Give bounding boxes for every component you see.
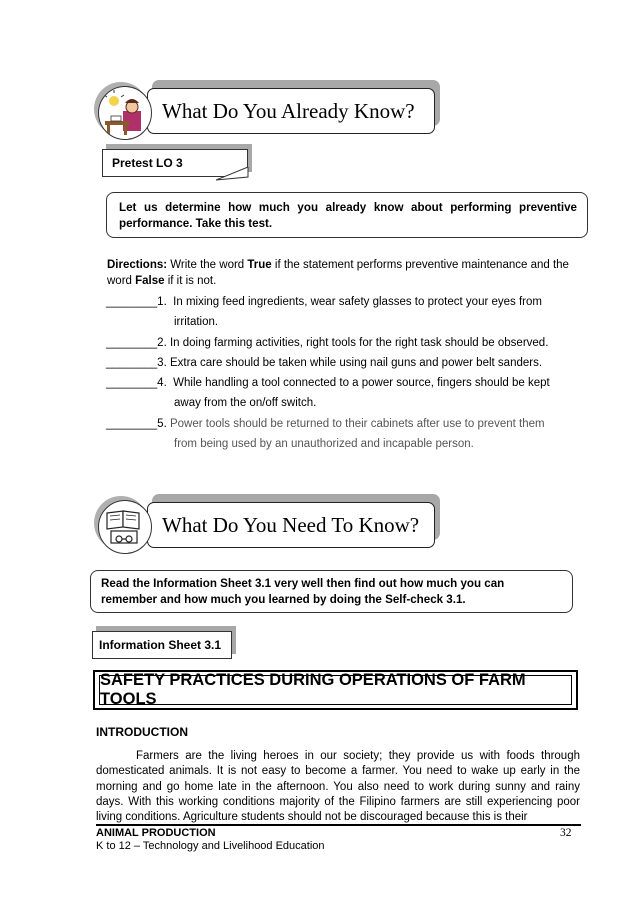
answer-blank[interactable]: ________ [106, 337, 158, 349]
question-text-cont: away from the on/off switch. [174, 397, 317, 409]
pretest-callout-text: Let us determine how much you already know about performing preventive performance. Take this test. [119, 201, 577, 230]
directions-text: if it is not. [164, 274, 217, 287]
footer-rule [96, 824, 581, 826]
section-title-text: What Do You Need To Know? [162, 512, 420, 537]
directions-text: Write the word [167, 259, 248, 271]
word-true: True [247, 259, 272, 271]
question-2 [106, 333, 548, 353]
folded-corner-icon [216, 167, 250, 181]
answer-blank[interactable]: ________ [106, 418, 158, 430]
question-4 [106, 373, 550, 413]
question-number: 4. [157, 377, 167, 389]
pretest-callout [106, 192, 588, 238]
section-title [147, 502, 435, 548]
question-number: 3. [157, 357, 167, 369]
question-number: 5. [157, 418, 167, 430]
question-text: In doing farming activities, right tools for the right task should be observed. [169, 337, 549, 349]
question-number: 1. [157, 296, 167, 308]
answer-blank[interactable]: ________ [106, 377, 158, 389]
question-number: 2. [157, 337, 167, 349]
information-callout [90, 570, 573, 613]
question-text: While handling a tool connected to a power source, fingers should be kept [173, 377, 550, 389]
footer-title: ANIMAL PRODUCTION [96, 827, 216, 839]
information-callout-text: Read the Information Sheet 3.1 very well then find out how much you can remember and how much you learned by doing the Self-check 3.1. [101, 577, 505, 606]
directions-label: Directions: [107, 259, 168, 271]
headline [99, 671, 572, 708]
page-number: 32 [560, 827, 572, 839]
pretest-tag-label: Pretest LO 3 [112, 156, 183, 170]
answer-blank[interactable]: ________ [106, 296, 158, 308]
word-false: False [135, 274, 165, 287]
footer-subtitle: K to 12 – Technology and Livelihood Education [96, 840, 325, 852]
intro-paragraph: Farmers are the living heroes in our society; they provide us with foods through domesticated animals. It is not easy to become a farmer. You need to wake up early in the morning and go home late in the afternoon. You also need to work during sunny and rainy days. With this working conditions majority of the Filipino farmers are still experiencing poor living conditions. Agriculture students should not be discouraged because this is their [96, 750, 580, 824]
question-5 [106, 414, 545, 454]
question-text-cont: irritation. [174, 316, 219, 328]
headline-text: SAFETY PRACTICES DURING OPERATIONS OF FARM TOOLS [100, 671, 526, 708]
question-text: Extra care should be taken while using nail guns and power belt sanders. [169, 357, 543, 369]
directions [107, 258, 577, 289]
question-3 [106, 353, 542, 373]
question-text: In mixing feed ingredients, wear safety glasses to protect your eyes from [173, 296, 542, 308]
question-text-cont: from being used by an unauthorized and incapable person. [174, 438, 474, 450]
intro-heading: INTRODUCTION [96, 725, 188, 739]
book-reading-icon [98, 500, 152, 554]
section-title [147, 88, 435, 134]
directions-text: if the statement performs preventive maintenance and the word [107, 259, 569, 287]
information-sheet-tag-label: Information Sheet 3.1 [99, 638, 222, 652]
answer-blank[interactable]: ________ [106, 357, 158, 369]
section-title-text: What Do You Already Know? [162, 98, 415, 123]
student-at-desk-icon [98, 86, 152, 140]
question-1 [106, 292, 542, 332]
question-text: Power tools should be returned to their cabinets after use to prevent them [169, 418, 545, 430]
